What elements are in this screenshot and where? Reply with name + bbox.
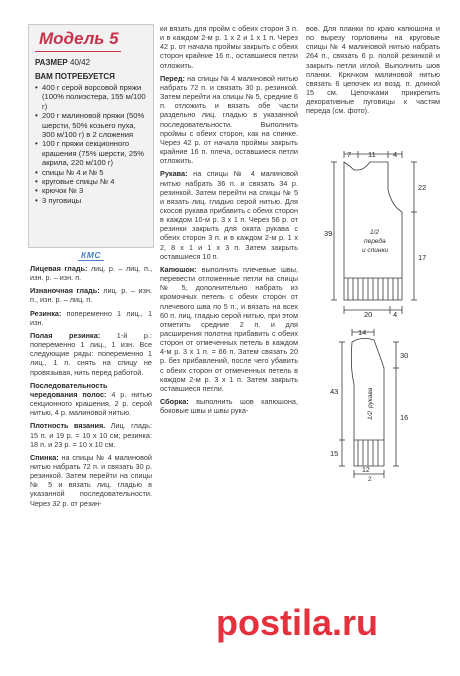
piece-fraction: 1/2 (367, 410, 374, 420)
material-item: • круговые спицы № 4 (35, 177, 148, 186)
materials-title: ВАМ ПОТРЕБУЕТСЯ (35, 72, 115, 81)
dim-label: 30 (400, 351, 409, 360)
size-line (35, 58, 148, 68)
material-item: • спицы № 4 и № 5 (35, 168, 148, 177)
watermark-tld: .ru (332, 602, 379, 643)
paragraph: вов. Для планки по краю капюшона и по вырезу горловины на круговые спицы № 4 малиновой нитью набрать 264 п., связать 6 р. полой резинкой и закрыть петли иглой. Выполнить шов планки. Крючком малиновой нитью связать 6 цепочек из возд. п. длиной 15 см. Цепочками прикрепить декоративные пуговицы к частям переда (см. фото). (306, 24, 440, 116)
dim-label: 22 (418, 183, 427, 192)
paragraph: Лицевая гладь: лиц. р. – лиц. п., изн. р. – изн. п. (30, 264, 152, 283)
materials-box (28, 24, 154, 248)
pattern-page (28, 24, 440, 579)
dim-label: 4 (393, 150, 398, 159)
paragraph: Последовательность чередования полос: 4 р. нитью секционного крашения, 2 р. серой нитью, 4 р. малиновой нитью. (30, 380, 152, 418)
size-label: РАЗМЕР (35, 58, 68, 67)
material-item: • 400 г серой ворсовой пряжи (100% полиэстера, 155 м/100 г) (35, 83, 148, 111)
dim-label: 2 (368, 476, 372, 483)
model-title: Модель 5 (39, 29, 119, 48)
dim-label: 15 (330, 449, 339, 458)
dim-label: 16 (400, 413, 409, 422)
title-rule (35, 51, 121, 52)
sleeve-schematic (322, 328, 434, 483)
piece-fraction: 1/2 (370, 229, 380, 236)
right-column (306, 24, 440, 120)
paragraph: Резинка: попеременно 1 лиц., 1 изн. (30, 308, 152, 327)
sleeve-schematic-drawing (322, 328, 434, 483)
postila-watermark (216, 602, 378, 644)
dim-label: 20 (364, 310, 373, 319)
front-schematic (304, 150, 440, 320)
watermark-name: postila (216, 602, 333, 643)
brand-rule (78, 260, 104, 261)
piece-label-extra: и спинки (362, 247, 389, 254)
paragraph: Полая резинка: 1-й р.: попеременно 1 лиц., 1 изн. Все следующие ряды: попеременно 1 лиц., 1 п. снять на спицу не провязывая, нить перед работой. (30, 330, 152, 377)
brand-label: КМС (81, 250, 101, 260)
dim-label: 4 (393, 310, 398, 319)
middle-column (160, 24, 298, 419)
piece-label: переда (364, 238, 386, 245)
material-item: • 3 пуговицы (35, 196, 148, 205)
piece-label: рукава (367, 387, 374, 408)
paragraph: ки вязать для пройм с обеих сторон 3 п. и в каждом 2-м р. 1 х 2 и 1 х 1 п. Через 42 р. от начала проймы закрыть с обеих сторон крайние 16 п., оставшиеся петли отложить. (160, 24, 298, 70)
paragraph: Сборка: выполнить шов капюшона, боковые швы и швы рука- (160, 397, 298, 416)
material-item: • крючок № 3 (35, 186, 148, 195)
material-item: • 100 г пряжи секционного крашения (75% шерсти, 25% акрила, 220 м/100 г) (35, 139, 148, 167)
paragraph: Плотность вязания. Лиц. гладь: 15 п. и 19 р. = 10 х 10 см; резинка: 18 п. и 23 р. = 10 х 10 см. (30, 421, 152, 449)
paragraph: Капюшон: выполнить плечевые швы, перевести отложенные петли на спицы № 5, дополнительно набрать из кромочных петель с обеих сторон от плечевого шва по 5 п., и вязать на всех 60 п. лиц. гладью серой нитью, при этом отметить средние 2 п. и для расширения полотна прибавить с обеих сторон от отмеченных петель в каждом 4-м р. 3 х 1 п. = 66 п. Затем связать 20 р. без прибавлений, после чего убавить с обеих сторон от отмеченных петель в каждом 2-м р. 3 х 1 п. Затем закрыть оставшиеся петли. (160, 264, 298, 393)
dim-label: 7 (347, 150, 352, 159)
left-column (30, 264, 152, 512)
dim-label: 17 (418, 253, 427, 262)
dim-label: 43 (330, 387, 339, 396)
paragraph: Спинка: на спицы № 4 малиновой нитью набрать 72 п. и связать 30 р. резинкой. Затем перейти на спицы № 5 и вязать лиц. гладью в указанной последовательности. Через 32 р. от резин- (30, 452, 152, 508)
paragraph: Перед: на спицы № 4 малиновой нитью набрать 72 п. и связать 30 р. резинкой. Затем перейти на спицы № 5, средние 6 п. отложить и вязать обе части раздельно лиц. гладью в указанной последовательности. Выполнить проймы с обеих сторон, как на спинке. Через 42 р. от начала проймы закрыть крайние 16 п. плеча, оставшиеся петли отложить. (160, 73, 298, 166)
paragraph: Рукава: на спицы № 4 малиновой нитью набрать 36 п. и связать 34 р. резинкой. Затем перейти на спицы № 5 и вязать лиц. гладью серой нитью. Для скосов рукава прибавить с обеих сторон в каждом 10-м р. 3 х 1 п. Через 56 р. от резинки закрыть для оката рукава с обеих сторон 3 п. и в каждом 2-м р. 1 х 2, 8 х 1 и 1 х 3 п. Затем закрыть оставшиеся 10 п. (160, 169, 298, 261)
material-item: • 200 г малиновой пряжи (50% шерсти, 50% козьего пуха, 300 м/100 г) в 2 сложения (35, 111, 148, 139)
paragraph: Изнаночная гладь: лиц. р. – изн. п., изн. р. – лиц. п. (30, 286, 152, 305)
materials-list (35, 83, 148, 205)
dim-label: 39 (324, 229, 333, 238)
front-schematic-drawing (304, 150, 440, 320)
dim-label: 12 (362, 467, 370, 474)
size-value: 40/42 (70, 58, 91, 67)
dim-label: 11 (368, 150, 376, 159)
dim-label: 14 (358, 328, 367, 337)
